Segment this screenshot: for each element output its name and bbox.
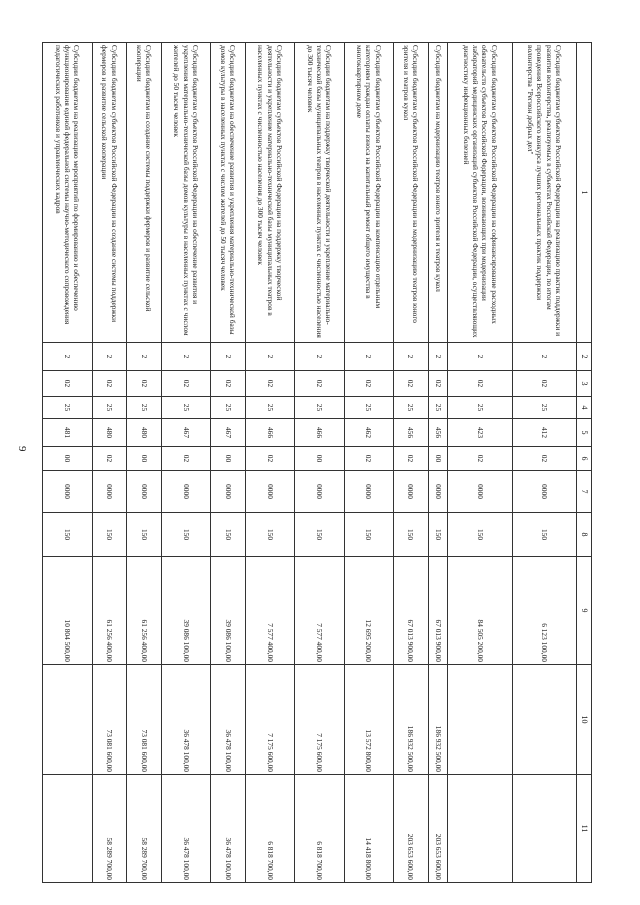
row-description: Субсидии бюджетам субъектов Российской Федерации на поддержку творческой деятельности и укрепление материально-технической базы муниципальных театров в населенных пунктах с численностью населения до 300 тысяч человек [245, 43, 294, 343]
cell-c5: 467 [161, 419, 210, 447]
cell-c7: 0000 [211, 471, 246, 513]
cell-c3: 02 [428, 371, 448, 397]
cell-c11 [448, 775, 512, 883]
cell-c11: 203 653 600,00 [394, 775, 429, 883]
cell-c6: 00 [428, 447, 448, 471]
cell-c5: 480 [92, 419, 127, 447]
cell-c6: 00 [211, 447, 246, 471]
cell-c7: 0000 [344, 471, 393, 513]
cell-c2: 2 [394, 343, 429, 371]
cell-c5: 466 [245, 419, 294, 447]
rotated-page [42, 42, 592, 882]
cell-c11: 14 418 800,00 [344, 775, 393, 883]
cell-c2: 2 [512, 343, 576, 371]
cell-c4: 25 [161, 397, 210, 419]
cell-c6: 02 [512, 447, 576, 471]
cell-c11: 36 478 100,00 [211, 775, 246, 883]
cell-c10: 36 478 100,00 [211, 665, 246, 775]
row-description: Субсидии бюджетам на модернизацию театров юного зрителя и театров кукол [428, 43, 448, 343]
header-row [577, 43, 592, 883]
cell-c7: 0000 [92, 471, 127, 513]
cell-c3: 02 [295, 371, 344, 397]
cell-c2: 2 [211, 343, 246, 371]
cell-c7: 0000 [127, 471, 162, 513]
table-row [92, 43, 127, 883]
cell-c8: 150 [92, 513, 127, 557]
cell-c9: 67 013 900,00 [394, 557, 429, 665]
row-description: Субсидии бюджетам на поддержку творческой деятельности и укрепление материально-технической базы муниципальных театров в населенных пунктах с численностью населения до 300 тысяч человек [295, 43, 344, 343]
cell-c6: 02 [245, 447, 294, 471]
cell-c8: 150 [245, 513, 294, 557]
cell-c7: 0000 [512, 471, 576, 513]
column-header: 5 [577, 419, 592, 447]
cell-c5: 423 [448, 419, 512, 447]
cell-c4: 25 [344, 397, 393, 419]
cell-c7: 0000 [295, 471, 344, 513]
cell-c2: 2 [92, 343, 127, 371]
cell-c2: 2 [245, 343, 294, 371]
cell-c10: 73 081 600,00 [127, 665, 162, 775]
cell-c4: 25 [211, 397, 246, 419]
cell-c11: 36 478 100,00 [161, 775, 210, 883]
cell-c3: 02 [43, 371, 93, 397]
cell-c9: 39 086 100,00 [211, 557, 246, 665]
cell-c5: 466 [295, 419, 344, 447]
cell-c3: 02 [394, 371, 429, 397]
cell-c2: 2 [295, 343, 344, 371]
cell-c10 [448, 665, 512, 775]
cell-c6: 00 [43, 447, 93, 471]
column-header: 3 [577, 371, 592, 397]
cell-c9: 7 577 400,00 [295, 557, 344, 665]
column-header: 10 [577, 665, 592, 775]
cell-c9: 61 256 400,00 [127, 557, 162, 665]
cell-c2: 2 [43, 343, 93, 371]
cell-c4: 25 [295, 397, 344, 419]
cell-c11 [512, 775, 576, 883]
cell-c10 [512, 665, 576, 775]
row-description: Субсидии бюджетам субъектов Российской Федерации на реализацию практик поддержки и развития волонтерства, реализуемых в субъектах Российской Федерации, по итогам проведения Всероссийского конкурса лучших региональных практик поддержки волонтерства "Регион добрых дел" [512, 43, 576, 343]
cell-c11: 6 818 700,00 [245, 775, 294, 883]
cell-c8: 150 [295, 513, 344, 557]
cell-c10: 7 175 600,00 [295, 665, 344, 775]
table-row [295, 43, 344, 883]
row-description: Субсидии бюджетам на создание системы поддержки фермеров и развитие сельской кооперации [127, 43, 162, 343]
cell-c3: 02 [127, 371, 162, 397]
cell-c3: 02 [92, 371, 127, 397]
cell-c3: 02 [211, 371, 246, 397]
cell-c9: 12 695 200,00 [344, 557, 393, 665]
cell-c6: 00 [295, 447, 344, 471]
cell-c3: 02 [448, 371, 512, 397]
cell-c8: 150 [211, 513, 246, 557]
cell-c8: 150 [127, 513, 162, 557]
table-row [394, 43, 429, 883]
row-description: Субсидии бюджетам субъектов Российской Федерации на компенсацию отдельным категориям граждан оплаты взноса на капитальный ремонт общего имущества в многоквартирном доме [344, 43, 393, 343]
cell-c5: 481 [43, 419, 93, 447]
cell-c4: 25 [394, 397, 429, 419]
column-header: 9 [577, 557, 592, 665]
table-row [428, 43, 448, 883]
table-row [43, 43, 93, 883]
column-header: 4 [577, 397, 592, 419]
cell-c8: 150 [161, 513, 210, 557]
cell-c2: 2 [428, 343, 448, 371]
column-header: 6 [577, 447, 592, 471]
cell-c5: 467 [211, 419, 246, 447]
cell-c8: 150 [344, 513, 393, 557]
cell-c6: 02 [92, 447, 127, 471]
cell-c5: 456 [428, 419, 448, 447]
cell-c6: 02 [394, 447, 429, 471]
cell-c7: 0000 [161, 471, 210, 513]
cell-c9: 7 577 400,00 [245, 557, 294, 665]
column-header: 2 [577, 343, 592, 371]
cell-c6: 02 [344, 447, 393, 471]
row-description: Субсидии бюджетам на обеспечение развития и укрепления материально-технической базы домов культуры в населенных пунктах с числом жителей до 50 тысяч человек [211, 43, 246, 343]
cell-c3: 02 [161, 371, 210, 397]
cell-c7: 0000 [428, 471, 448, 513]
cell-c11: 6 818 700,00 [295, 775, 344, 883]
cell-c3: 02 [344, 371, 393, 397]
column-header: 1 [577, 43, 592, 343]
cell-c9: 10 804 500,00 [43, 557, 93, 665]
cell-c9: 67 013 900,00 [428, 557, 448, 665]
cell-c10: 73 081 600,00 [92, 665, 127, 775]
cell-c2: 2 [344, 343, 393, 371]
cell-c8: 150 [394, 513, 429, 557]
table-row [245, 43, 294, 883]
cell-c11: 58 289 700,00 [127, 775, 162, 883]
table-row [127, 43, 162, 883]
table-row [211, 43, 246, 883]
row-description: Субсидии бюджетам субъектов Российской Федерации на создание системы поддержки фермеров и развитие сельской кооперации [92, 43, 127, 343]
cell-c5: 480 [127, 419, 162, 447]
cell-c10: 36 478 100,00 [161, 665, 210, 775]
cell-c2: 2 [127, 343, 162, 371]
table-row [344, 43, 393, 883]
row-description: Субсидии бюджетам субъектов Российской Федерации на модернизацию театров юного зрителя и театров кукол [394, 43, 429, 343]
cell-c6: 02 [448, 447, 512, 471]
cell-c5: 462 [344, 419, 393, 447]
budget-table [42, 42, 592, 883]
row-description: Субсидии бюджетам субъектов Российской Федерации на софинансирование расходных обязательств субъектов Российской Федерации, возникающих при модернизации лабораторий медицинских организаций субъектов Российской Федерации, осуществляющих диагностику инфекционных болезней [448, 43, 512, 343]
table-row [512, 43, 576, 883]
cell-c8: 150 [448, 513, 512, 557]
page-number: 9 [16, 446, 28, 452]
cell-c9: 39 086 100,00 [161, 557, 210, 665]
cell-c10: 186 932 500,00 [394, 665, 429, 775]
cell-c10: 7 175 600,00 [245, 665, 294, 775]
cell-c5: 456 [394, 419, 429, 447]
cell-c4: 25 [428, 397, 448, 419]
cell-c9: 84 505 200,00 [448, 557, 512, 665]
cell-c10: 13 572 800,00 [344, 665, 393, 775]
cell-c5: 412 [512, 419, 576, 447]
cell-c6: 00 [127, 447, 162, 471]
cell-c4: 25 [43, 397, 93, 419]
cell-c11: 203 653 600,00 [428, 775, 448, 883]
cell-c4: 25 [448, 397, 512, 419]
cell-c7: 0000 [245, 471, 294, 513]
row-description: Субсидии бюджетам субъектов Российской Федерации на обеспечение развития и укрепления материально-технической базы домов культуры в населенных пунктах с числом жителей до 50 тысяч человек [161, 43, 210, 343]
cell-c7: 0000 [448, 471, 512, 513]
column-header: 7 [577, 471, 592, 513]
cell-c6: 02 [161, 447, 210, 471]
cell-c11: 58 289 700,00 [92, 775, 127, 883]
cell-c4: 25 [127, 397, 162, 419]
cell-c4: 25 [92, 397, 127, 419]
cell-c9: 6 123 100,00 [512, 557, 576, 665]
cell-c8: 150 [428, 513, 448, 557]
column-header: 8 [577, 513, 592, 557]
cell-c10 [43, 665, 93, 775]
column-header: 11 [577, 775, 592, 883]
table-row [448, 43, 512, 883]
cell-c11 [43, 775, 93, 883]
cell-c3: 02 [512, 371, 576, 397]
cell-c8: 150 [512, 513, 576, 557]
cell-c8: 150 [43, 513, 93, 557]
cell-c9: 61 256 400,00 [92, 557, 127, 665]
cell-c4: 25 [245, 397, 294, 419]
cell-c2: 2 [448, 343, 512, 371]
row-description: Субсидии бюджетам на реализацию мероприятий по формированию и обеспечению функционирования единой федеральной системы научно-методического сопровождения педагогических работников и управленческих кадров [43, 43, 93, 343]
cell-c4: 25 [512, 397, 576, 419]
cell-c7: 0000 [43, 471, 93, 513]
cell-c10: 186 932 500,00 [428, 665, 448, 775]
cell-c2: 2 [161, 343, 210, 371]
table-row [161, 43, 210, 883]
cell-c7: 0000 [394, 471, 429, 513]
cell-c3: 02 [245, 371, 294, 397]
